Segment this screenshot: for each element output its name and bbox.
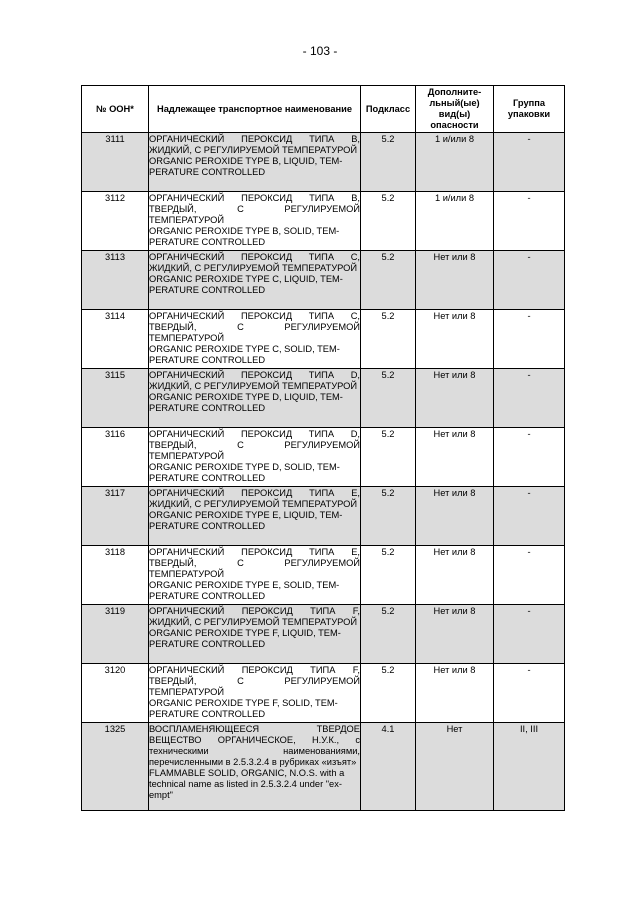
page-number: - 103 - — [302, 44, 338, 58]
shipping-name-cell — [149, 664, 361, 723]
shipping-name-en: ORGANIC PEROXIDE TYPE B, LIQUID, TEM-PERATURE CONTROLLED — [149, 156, 343, 177]
shipping-name-ru: ОРГАНИЧЕСКИЙ ПЕРОКСИД ТИПА E, ЖИДКИЙ, С РЕГУЛИРУЕМОЙ ТЕМПЕРАТУРОЙ — [149, 488, 360, 509]
packing-group-cell: - — [494, 192, 565, 251]
packing-group-cell: - — [494, 428, 565, 487]
table-row — [82, 369, 565, 428]
additional-hazard-cell: Нет или 8 — [416, 428, 494, 487]
shipping-name-ru: ОРГАНИЧЕСКИЙ ПЕРОКСИД ТИПА B, ЖИДКИЙ, С РЕГУЛИРУЕМОЙ ТЕМПЕРАТУРОЙ — [149, 134, 360, 155]
un-number-cell: 3112 — [82, 192, 149, 251]
shipping-name-en: ORGANIC PEROXIDE TYPE D, SOLID, TEM-PERATURE CONTROLLED — [149, 462, 340, 483]
shipping-name-cell — [149, 192, 361, 251]
table-header-row — [82, 86, 565, 133]
packing-group-cell: - — [494, 546, 565, 605]
subclass-cell: 5.2 — [361, 664, 416, 723]
shipping-name-cell — [149, 487, 361, 546]
table-row — [82, 664, 565, 723]
un-number-cell: 3120 — [82, 664, 149, 723]
shipping-name-cell — [149, 133, 361, 192]
header-packing-group: Группа упаковки — [494, 86, 565, 133]
shipping-name-en: ORGANIC PEROXIDE TYPE E, SOLID, TEM-PERATURE CONTROLLED — [149, 580, 340, 601]
packing-group-cell: - — [494, 369, 565, 428]
un-number-cell: 3119 — [82, 605, 149, 664]
table-row — [82, 192, 565, 251]
packing-group-cell: - — [494, 251, 565, 310]
table-row — [82, 251, 565, 310]
additional-hazard-cell: Нет или 8 — [416, 310, 494, 369]
additional-hazard-cell: 1 и/или 8 — [416, 192, 494, 251]
additional-hazard-cell: Нет или 8 — [416, 251, 494, 310]
shipping-name-cell — [149, 310, 361, 369]
shipping-name-ru: ОРГАНИЧЕСКИЙ ПЕРОКСИД ТИПА B, ТВЕРДЫЙ, С РЕГУЛИРУЕМОЙ ТЕМПЕРАТУРОЙ — [149, 193, 360, 225]
shipping-name-en: ORGANIC PEROXIDE TYPE F, LIQUID, TEM-PERATURE CONTROLLED — [149, 628, 341, 649]
table-row — [82, 487, 565, 546]
subclass-cell: 5.2 — [361, 310, 416, 369]
shipping-name-cell — [149, 428, 361, 487]
packing-group-cell: II, III — [494, 723, 565, 811]
subclass-cell: 5.2 — [361, 487, 416, 546]
subclass-cell: 5.2 — [361, 428, 416, 487]
shipping-name-cell — [149, 369, 361, 428]
subclass-cell: 5.2 — [361, 133, 416, 192]
shipping-name-ru: ОРГАНИЧЕСКИЙ ПЕРОКСИД ТИПА E, ТВЕРДЫЙ, С РЕГУЛИРУЕМОЙ ТЕМПЕРАТУРОЙ — [149, 547, 360, 579]
shipping-name-en: ORGANIC PEROXIDE TYPE C, LIQUID, TEM-PERATURE CONTROLLED — [149, 274, 343, 295]
shipping-name-ru: ВОСПЛАМЕНЯЮЩЕЕСЯ ТВЕРДОЕ ВЕЩЕСТВО ОРГАНИЧЕСКОЕ, Н.У.К., с техническими наименованиями, перечисленными в 2.5.3.2.4 в рубриках «изъят» — [149, 724, 360, 767]
additional-hazard-cell: Нет или 8 — [416, 546, 494, 605]
un-number-cell: 1325 — [82, 723, 149, 811]
table-row — [82, 428, 565, 487]
shipping-name-cell — [149, 546, 361, 605]
un-number-cell: 3118 — [82, 546, 149, 605]
shipping-name-ru: ОРГАНИЧЕСКИЙ ПЕРОКСИД ТИПА F, ТВЕРДЫЙ, С РЕГУЛИРУЕМОЙ ТЕМПЕРАТУРОЙ — [149, 665, 360, 697]
packing-group-cell: - — [494, 310, 565, 369]
subclass-cell: 4.1 — [361, 723, 416, 811]
shipping-name-ru: ОРГАНИЧЕСКИЙ ПЕРОКСИД ТИПА F, ЖИДКИЙ, С РЕГУЛИРУЕМОЙ ТЕМПЕРАТУРОЙ — [149, 606, 360, 627]
packing-group-cell: - — [494, 133, 565, 192]
shipping-name-ru: ОРГАНИЧЕСКИЙ ПЕРОКСИД ТИПА C, ТВЕРДЫЙ, С РЕГУЛИРУЕМОЙ ТЕМПЕРАТУРОЙ — [149, 311, 360, 343]
un-number-cell: 3115 — [82, 369, 149, 428]
additional-hazard-cell: Нет — [416, 723, 494, 811]
additional-hazard-cell: Нет или 8 — [416, 487, 494, 546]
un-number-cell: 3113 — [82, 251, 149, 310]
header-shipping-name: Надлежащее транспортное наименование — [149, 86, 361, 133]
un-number-cell: 3114 — [82, 310, 149, 369]
additional-hazard-cell: 1 и/или 8 — [416, 133, 494, 192]
un-number-cell: 3117 — [82, 487, 149, 546]
shipping-name-ru: ОРГАНИЧЕСКИЙ ПЕРОКСИД ТИПА D, ТВЕРДЫЙ, С РЕГУЛИРУЕМОЙ ТЕМПЕРАТУРОЙ — [149, 429, 360, 461]
header-additional-hazard: Дополните-льный(ые) вид(ы) опасности — [416, 86, 494, 133]
shipping-name-en: ORGANIC PEROXIDE TYPE F, SOLID, TEM-PERATURE CONTROLLED — [149, 698, 338, 719]
shipping-name-en: ORGANIC PEROXIDE TYPE B, SOLID, TEM-PERATURE CONTROLLED — [149, 226, 340, 247]
shipping-name-en: ORGANIC PEROXIDE TYPE E, LIQUID, TEM-PERATURE CONTROLLED — [149, 510, 343, 531]
table-row — [82, 546, 565, 605]
subclass-cell: 5.2 — [361, 251, 416, 310]
shipping-name-ru: ОРГАНИЧЕСКИЙ ПЕРОКСИД ТИПА C, ЖИДКИЙ, С РЕГУЛИРУЕМОЙ ТЕМПЕРАТУРОЙ — [149, 252, 360, 273]
shipping-name-cell — [149, 605, 361, 664]
table-body — [82, 133, 565, 811]
dangerous-goods-table — [81, 85, 565, 811]
un-number-cell: 3116 — [82, 428, 149, 487]
table-row — [82, 310, 565, 369]
shipping-name-ru: ОРГАНИЧЕСКИЙ ПЕРОКСИД ТИПА D, ЖИДКИЙ, С РЕГУЛИРУЕМОЙ ТЕМПЕРАТУРОЙ — [149, 370, 360, 391]
subclass-cell: 5.2 — [361, 546, 416, 605]
header-subclass: Подкласс — [361, 86, 416, 133]
subclass-cell: 5.2 — [361, 192, 416, 251]
table-row — [82, 133, 565, 192]
packing-group-cell: - — [494, 605, 565, 664]
shipping-name-cell — [149, 251, 361, 310]
additional-hazard-cell: Нет или 8 — [416, 605, 494, 664]
packing-group-cell: - — [494, 487, 565, 546]
shipping-name-en: FLAMMABLE SOLID, ORGANIC, N.O.S. with a technical name as listed in 2.5.3.2.4 under "ex-empt" — [149, 768, 345, 800]
additional-hazard-cell: Нет или 8 — [416, 664, 494, 723]
subclass-cell: 5.2 — [361, 605, 416, 664]
header-un-number: № ООН* — [82, 86, 149, 133]
shipping-name-cell — [149, 723, 361, 811]
additional-hazard-cell: Нет или 8 — [416, 369, 494, 428]
packing-group-cell: - — [494, 664, 565, 723]
shipping-name-en: ORGANIC PEROXIDE TYPE D, LIQUID, TEM-PERATURE CONTROLLED — [149, 392, 343, 413]
un-number-cell: 3111 — [82, 133, 149, 192]
table-row — [82, 723, 565, 811]
subclass-cell: 5.2 — [361, 369, 416, 428]
shipping-name-en: ORGANIC PEROXIDE TYPE C, SOLID, TEM-PERATURE CONTROLLED — [149, 344, 340, 365]
table-row — [82, 605, 565, 664]
